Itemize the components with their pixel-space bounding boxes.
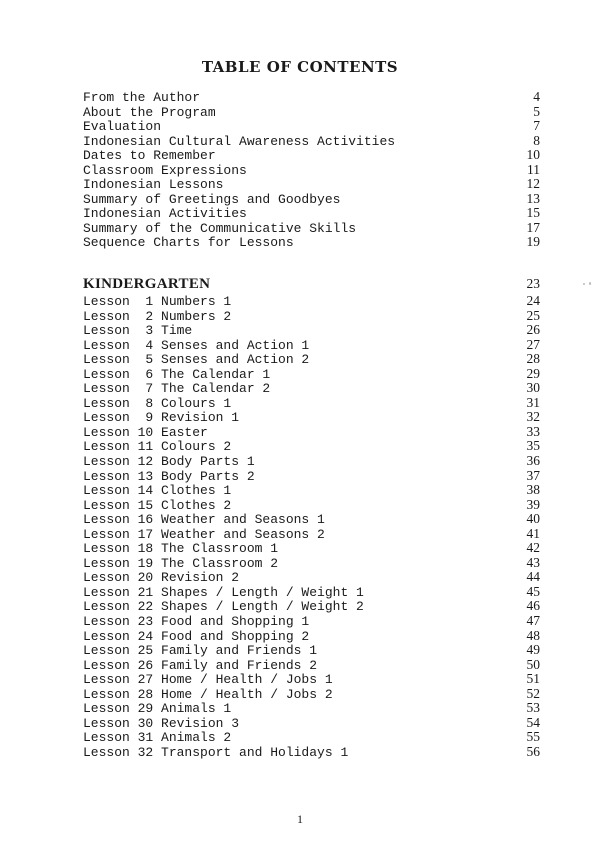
toc-entry <box>83 235 540 250</box>
lesson-entry <box>83 381 540 396</box>
toc-entry-label: Indonesian Activities <box>83 206 247 222</box>
toc-entry-label: Lesson 14 Clothes 1 <box>83 483 232 499</box>
lesson-entry <box>83 352 540 367</box>
toc-entry-label: Lesson 5 Senses and Action 2 <box>83 352 310 368</box>
toc-entry-page: 39 <box>526 496 540 512</box>
toc-entry-page: 38 <box>526 482 540 498</box>
toc-entry-page: 40 <box>526 511 540 527</box>
lesson-entry <box>83 527 540 542</box>
toc-entry-page: 13 <box>526 190 540 206</box>
toc-entry-page: 45 <box>526 583 540 599</box>
toc-entry-label: Lesson 30 Revision 3 <box>83 715 240 731</box>
toc-entry <box>83 177 540 192</box>
section-heading <box>83 275 540 293</box>
lesson-entry <box>83 614 540 629</box>
lessons-toc-list <box>83 294 540 760</box>
lesson-entry <box>83 338 540 353</box>
toc-entry-label: Lesson 12 Body Parts 1 <box>83 454 255 470</box>
toc-entry-page: 47 <box>526 613 540 629</box>
toc-entry-label: Lesson 32 Transport and Holidays 1 <box>83 744 349 760</box>
toc-entry-page: 11 <box>527 161 540 177</box>
toc-entry-page: 29 <box>526 365 540 381</box>
toc-entry-page: 5 <box>533 103 540 119</box>
toc-entry <box>83 148 540 163</box>
toc-entry <box>83 119 540 134</box>
toc-entry <box>83 90 540 105</box>
toc-entry-page: 30 <box>526 380 540 396</box>
toc-entry-page: 53 <box>526 700 540 716</box>
toc-entry <box>83 134 540 149</box>
toc-entry-label: Lesson 9 Revision 1 <box>83 410 240 426</box>
lesson-entry <box>83 483 540 498</box>
toc-entry-label: Lesson 17 Weather and Seasons 2 <box>83 526 325 542</box>
lesson-entry <box>83 294 540 309</box>
toc-entry-page: 37 <box>526 467 540 483</box>
lesson-entry <box>83 570 540 585</box>
toc-entry-page: 46 <box>526 598 540 614</box>
section-heading-label: KINDERGARTEN <box>83 276 211 292</box>
toc-entry-label: Evaluation <box>83 119 162 135</box>
toc-entry-page: 44 <box>526 569 540 585</box>
toc-entry <box>83 221 540 236</box>
toc-entry-page: 41 <box>526 525 540 541</box>
lesson-entry <box>83 498 540 513</box>
toc-entry-label: Lesson 15 Clothes 2 <box>83 497 232 513</box>
toc-entry-label: Lesson 31 Animals 2 <box>83 730 232 746</box>
toc-entry-label: Lesson 3 Time <box>83 323 193 339</box>
toc-entry-page: 8 <box>533 132 540 148</box>
toc-entry-page: 51 <box>526 671 540 687</box>
toc-entry-page: 25 <box>526 307 540 323</box>
toc-entry-page: 55 <box>526 729 540 745</box>
toc-entry-page: 50 <box>526 656 540 672</box>
lesson-entry <box>83 323 540 338</box>
toc-entry-label: Lesson 27 Home / Health / Jobs 1 <box>83 672 333 688</box>
toc-entry-page: 12 <box>526 176 540 192</box>
toc-entry-label: Lesson 13 Body Parts 2 <box>83 468 255 484</box>
toc-entry-label: Lesson 28 Home / Health / Jobs 2 <box>83 686 333 702</box>
toc-entry-page: 49 <box>526 642 540 658</box>
toc-entry <box>83 192 540 207</box>
lesson-entry <box>83 658 540 673</box>
toc-entry <box>83 163 540 178</box>
lesson-entry <box>83 396 540 411</box>
toc-entry-page: 43 <box>526 554 540 570</box>
toc-entry-label: Lesson 7 The Calendar 2 <box>83 381 271 397</box>
lesson-entry <box>83 716 540 731</box>
toc-entry-label: About the Program <box>83 104 216 120</box>
lesson-entry <box>83 585 540 600</box>
lesson-entry <box>83 701 540 716</box>
toc-entry-label: Lesson 29 Animals 1 <box>83 701 232 717</box>
lesson-entry <box>83 599 540 614</box>
toc-entry-label: Lesson 4 Senses and Action 1 <box>83 337 310 353</box>
lesson-entry <box>83 439 540 454</box>
toc-entry-page: 15 <box>526 205 540 221</box>
toc-entry-label: Lesson 19 The Classroom 2 <box>83 555 279 571</box>
toc-entry-page: 4 <box>533 89 540 104</box>
toc-entry-page: 56 <box>526 743 540 759</box>
toc-entry <box>83 206 540 221</box>
toc-entry-page: 32 <box>526 409 540 425</box>
toc-entry-label: Lesson 6 The Calendar 1 <box>83 366 271 382</box>
scan-speck <box>583 283 585 285</box>
toc-entry-label: Lesson 22 Shapes / Length / Weight 2 <box>83 599 364 615</box>
toc-entry-label: Lesson 16 Weather and Seasons 1 <box>83 512 325 528</box>
toc-entry-page: 36 <box>526 453 540 469</box>
lesson-entry <box>83 643 540 658</box>
toc-entry-page: 28 <box>526 351 540 367</box>
lesson-entry <box>83 309 540 324</box>
toc-entry-page: 48 <box>526 627 540 643</box>
toc-entry-page: 26 <box>526 322 540 338</box>
lesson-entry <box>83 469 540 484</box>
toc-entry-label: Lesson 11 Colours 2 <box>83 439 232 455</box>
scan-speck <box>589 282 591 285</box>
toc-entry-label: Sequence Charts for Lessons <box>83 235 294 251</box>
toc-entry-label: Lesson 25 Family and Friends 1 <box>83 643 318 659</box>
lesson-entry <box>83 556 540 571</box>
toc-entry-label: Summary of the Communicative Skills <box>83 220 357 236</box>
toc-entry-page: 7 <box>533 118 540 134</box>
toc-entry-page: 33 <box>526 423 540 439</box>
lesson-entry <box>83 410 540 425</box>
toc-entry-page: 19 <box>526 234 540 250</box>
lesson-entry <box>83 745 540 760</box>
toc-entry-label: Lesson 24 Food and Shopping 2 <box>83 628 310 644</box>
lesson-entry <box>83 425 540 440</box>
toc-entry-page: 10 <box>526 147 540 163</box>
toc-entry-page: 17 <box>526 219 540 235</box>
toc-entry-label: Lesson 20 Revision 2 <box>83 570 240 586</box>
toc-entry-page: 27 <box>526 336 540 352</box>
toc-entry-label: Lesson 10 Easter <box>83 424 208 440</box>
lesson-entry <box>83 730 540 745</box>
toc-entry-label: From the Author <box>83 90 201 105</box>
toc-entry-label: Indonesian Cultural Awareness Activities <box>83 133 396 149</box>
lesson-entry <box>83 629 540 644</box>
toc-entry-page: 52 <box>526 685 540 701</box>
toc-entry-label: Lesson 18 The Classroom 1 <box>83 541 279 557</box>
lesson-entry <box>83 367 540 382</box>
lesson-entry <box>83 512 540 527</box>
toc-entry-page: 24 <box>526 293 540 308</box>
toc-entry <box>83 105 540 120</box>
toc-entry-label: Lesson 2 Numbers 2 <box>83 308 232 324</box>
section-heading-page: 23 <box>526 276 540 291</box>
lesson-entry <box>83 454 540 469</box>
toc-entry-label: Classroom Expressions <box>83 162 247 178</box>
lesson-entry <box>83 541 540 556</box>
toc-entry-page: 31 <box>526 394 540 410</box>
toc-entry-page: 54 <box>526 714 540 730</box>
toc-entry-page: 42 <box>526 540 540 556</box>
toc-entry-page: 35 <box>526 438 540 454</box>
toc-entry-label: Lesson 26 Family and Friends 2 <box>83 657 318 673</box>
toc-entry-label: Lesson 21 Shapes / Length / Weight 1 <box>83 584 364 600</box>
toc-entry-label: Lesson 1 Numbers 1 <box>83 294 232 309</box>
lesson-entry <box>83 672 540 687</box>
lesson-entry <box>83 687 540 702</box>
toc-entry-label: Dates to Remember <box>83 148 216 164</box>
page-title: TABLE OF CONTENTS <box>201 58 399 76</box>
toc-entry-label: Indonesian Lessons <box>83 177 224 193</box>
toc-entry-label: Lesson 8 Colours 1 <box>83 395 232 411</box>
toc-entry-label: Summary of Greetings and Goodbyes <box>83 191 341 207</box>
toc-entry-label: Lesson 23 Food and Shopping 1 <box>83 614 310 630</box>
page-number: 1 <box>297 812 303 826</box>
intro-toc-list <box>83 90 540 250</box>
